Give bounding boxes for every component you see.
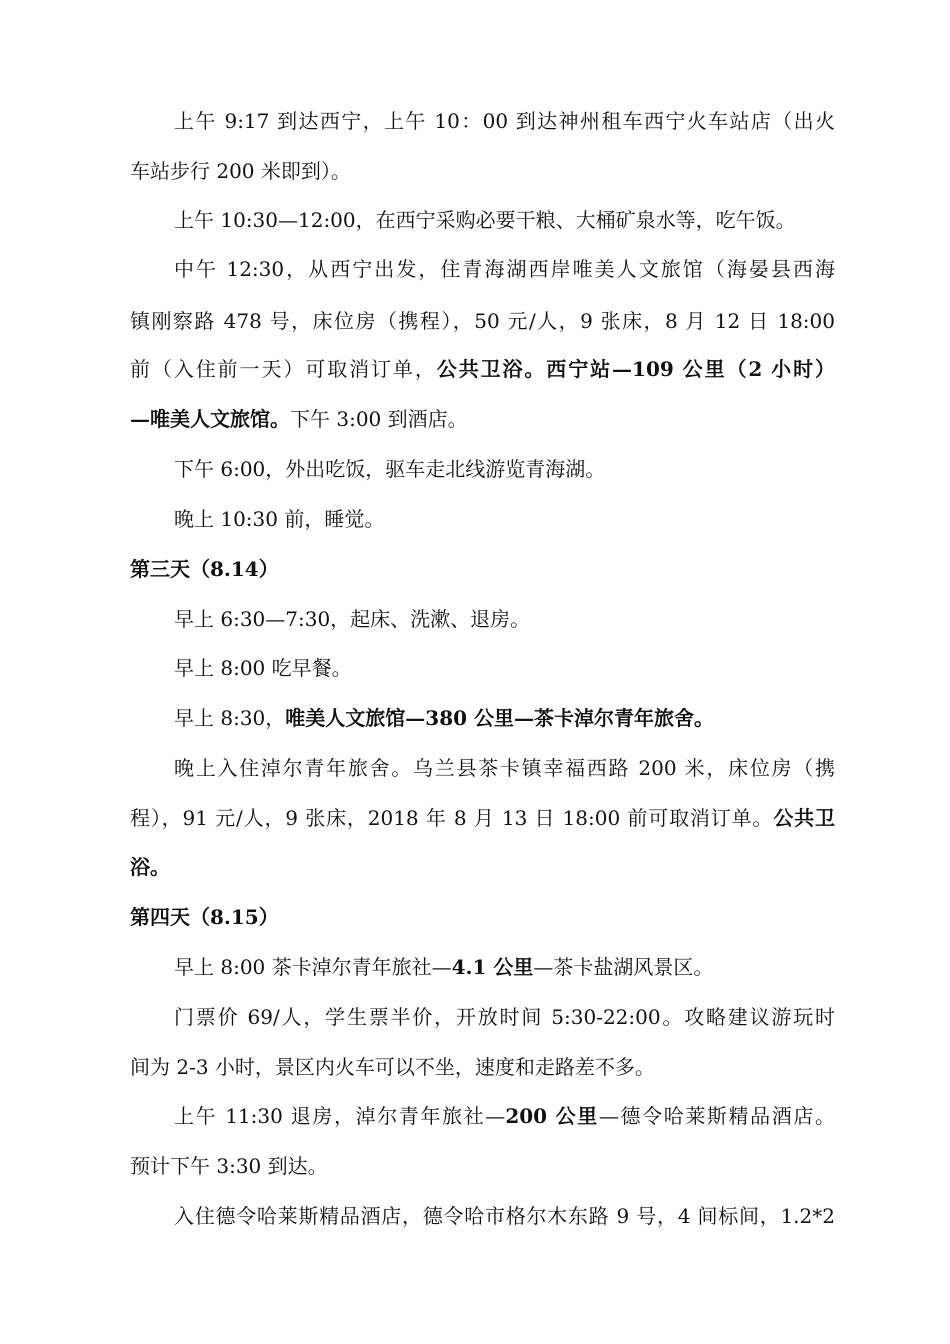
- bold-text-run: 200 公里: [505, 1104, 599, 1128]
- day-heading: 第三天（8.14）: [130, 557, 279, 581]
- paragraph-line: [130, 354, 835, 384]
- paragraph-line: 早上 8:00 吃早餐。: [174, 656, 352, 680]
- paragraph-line: [130, 803, 835, 833]
- bold-text-run: 4.1 公里: [451, 955, 534, 979]
- paragraph-line: [130, 404, 835, 434]
- paragraph-line: 上午 10:30—12:00，在西宁采购必要干粮、大桶矿泉水等，吃午饭。: [174, 208, 796, 232]
- text-run: 早上 8:30，: [174, 706, 286, 730]
- text-run: —德令哈莱斯精品酒店。: [598, 1104, 835, 1128]
- paragraph-line: [174, 1101, 835, 1131]
- text-run: 前（入住前一天）可取消订单，: [130, 357, 437, 381]
- bold-text-run: —唯美人文旅馆。: [130, 407, 290, 431]
- text-run: 下午 3:00 到酒店。: [290, 407, 468, 431]
- paragraph-line: 镇刚察路 478 号，床位房（携程），50 元/人，9 张床，8 月 12 日 18:00: [130, 309, 835, 333]
- paragraph-line: 晚上入住淖尔青年旅舍。乌兰县茶卡镇幸福西路 200 米，床位房（携: [174, 756, 835, 780]
- text-run: 程），91 元/人，9 张床，2018 年 8 月 13 日 18:00 前可取消订单。: [130, 806, 774, 830]
- paragraph-line: 预计下午 3:30 到达。: [130, 1154, 328, 1178]
- day-heading: 第四天（8.15）: [130, 905, 279, 929]
- text-run: —茶卡盐湖风景区。: [533, 955, 714, 979]
- bold-text-run: 公共卫: [773, 806, 835, 830]
- paragraph-line: 晚上 10:30 前，睡觉。: [174, 507, 385, 531]
- paragraph-line: 中午 12:30，从西宁出发，住青海湖西岸唯美人文旅馆（海晏县西海: [174, 257, 835, 281]
- paragraph-line: 上午 9:17 到达西宁，上午 10：00 到达神州租车西宁火车站店（出火: [174, 109, 835, 133]
- text-run: 上午 11:30 退房，淖尔青年旅社—: [174, 1104, 506, 1128]
- bold-text-run: 唯美人文旅馆—380 公里—茶卡淖尔青年旅舍。: [285, 706, 714, 730]
- paragraph-line: [174, 703, 835, 733]
- text-run: 早上 8:00 茶卡淖尔青年旅社—: [174, 955, 452, 979]
- paragraph-line: [174, 952, 835, 982]
- paragraph-line: 间为 2-3 小时，景区内火车可以不坐，速度和走路差不多。: [130, 1055, 655, 1079]
- paragraph-line: 早上 6:30—7:30，起床、洗漱、退房。: [174, 607, 531, 631]
- paragraph-line: 下午 6:00，外出吃饭，驱车走北线游览青海湖。: [174, 457, 606, 481]
- paragraph-line: 入住德令哈莱斯精品酒店，德令哈市格尔木东路 9 号，4 间标间，1.2*2: [174, 1204, 835, 1228]
- bold-text-run: 公共卫浴。西宁站—109 公里（2 小时）: [436, 357, 835, 381]
- paragraph-line: 浴。: [130, 855, 170, 879]
- paragraph-line: 车站步行 200 米即到）。: [130, 159, 351, 183]
- paragraph-line: 门票价 69/人，学生票半价，开放时间 5:30-22:00。攻略建议游玩时: [174, 1005, 835, 1029]
